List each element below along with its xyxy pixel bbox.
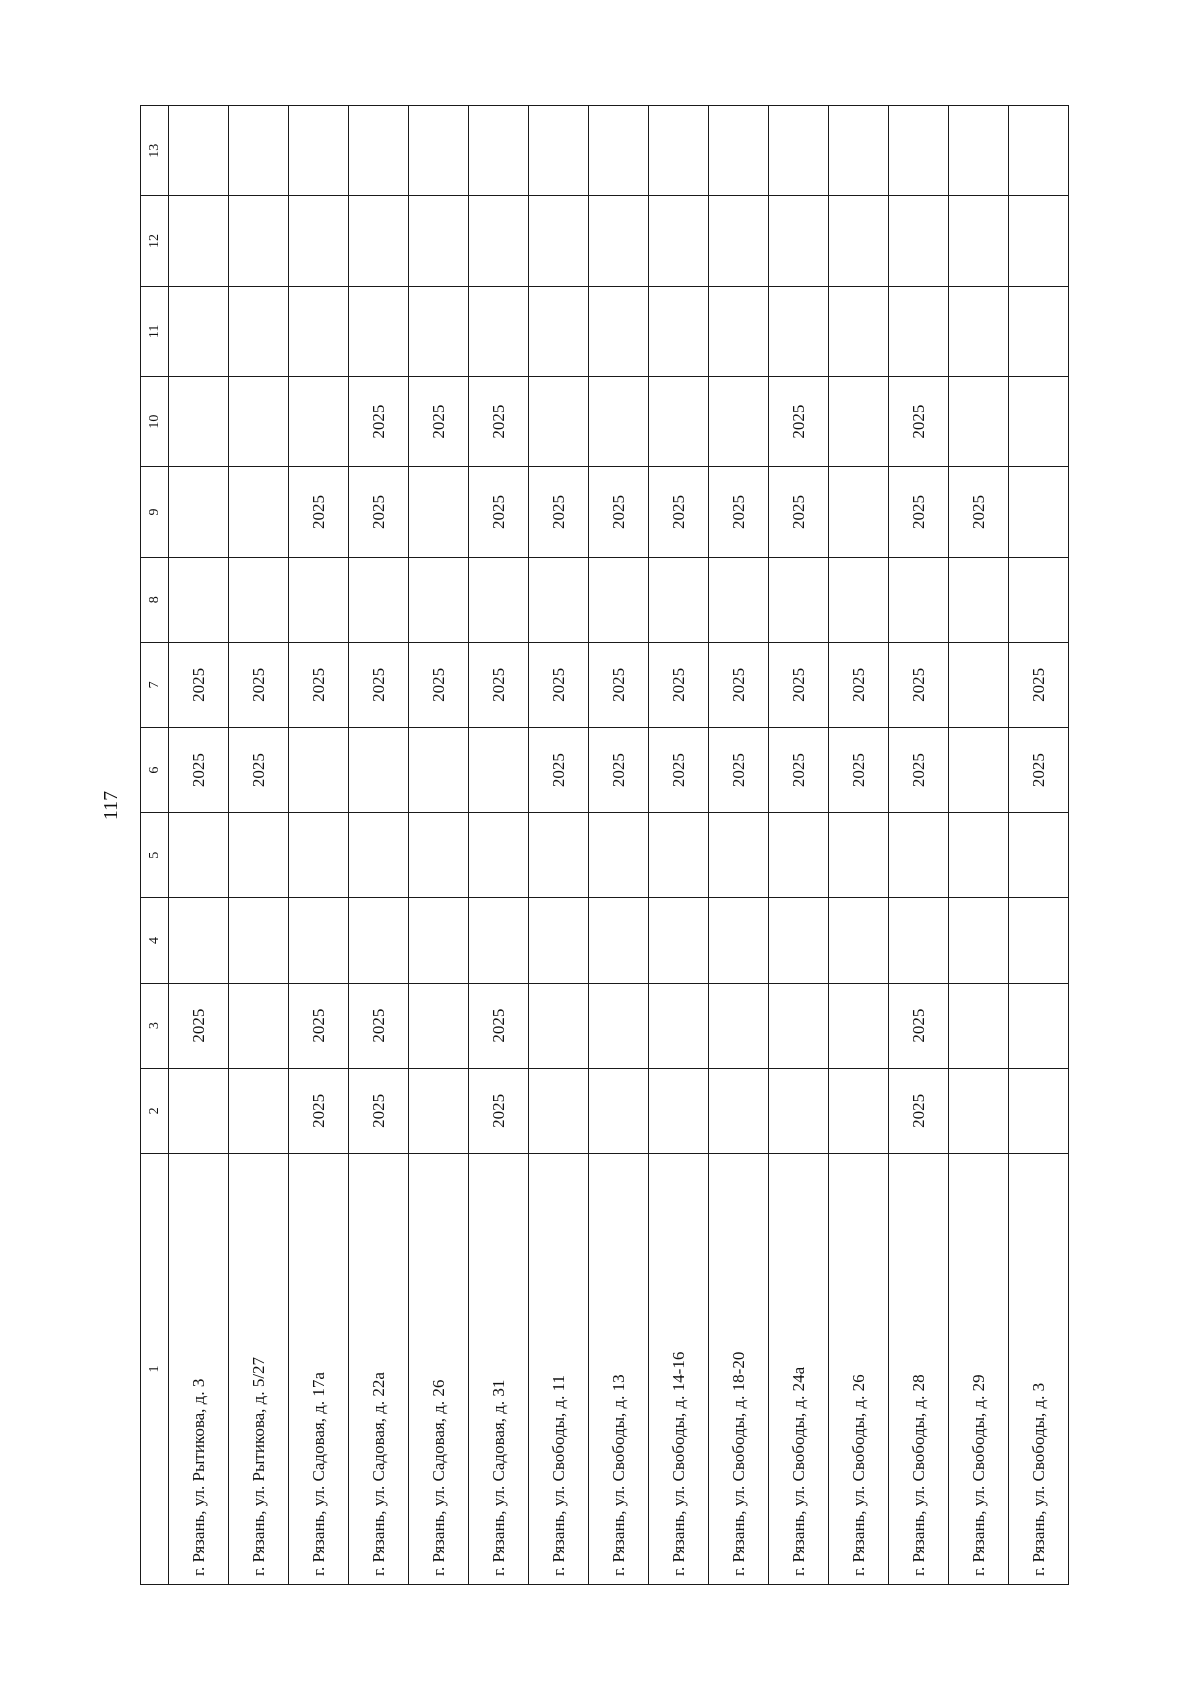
year-cell-col-2: 2025 xyxy=(289,1068,349,1153)
year-cell-col-2 xyxy=(169,1068,229,1153)
year-cell-col-3 xyxy=(649,983,709,1068)
year-cell-col-5 xyxy=(949,813,1009,898)
year-cell-col-6: 2025 xyxy=(229,728,289,813)
year-cell-col-10 xyxy=(649,377,709,467)
year-cell-col-3: 2025 xyxy=(289,983,349,1068)
address-cell: г. Рязань, ул. Рытикова, д. 3 xyxy=(169,1153,229,1584)
year-cell-col-2 xyxy=(229,1068,289,1153)
year-cell-col-5 xyxy=(289,813,349,898)
year-cell-col-7: 2025 xyxy=(529,642,589,727)
year-cell-col-12 xyxy=(229,196,289,286)
year-cell-col-3 xyxy=(229,983,289,1068)
table-row xyxy=(349,106,409,1585)
year-cell-col-12 xyxy=(769,196,829,286)
year-cell-col-6: 2025 xyxy=(589,728,649,813)
table-row xyxy=(289,106,349,1585)
year-cell-col-4 xyxy=(589,898,649,983)
year-cell-col-9: 2025 xyxy=(949,467,1009,557)
year-cell-col-5 xyxy=(169,813,229,898)
address-cell: г. Рязань, ул. Свободы, д. 13 xyxy=(589,1153,649,1584)
year-cell-col-4 xyxy=(709,898,769,983)
column-header-11: 11 xyxy=(141,286,169,376)
year-cell-col-7: 2025 xyxy=(649,642,709,727)
year-cell-col-2: 2025 xyxy=(469,1068,529,1153)
year-cell-col-5 xyxy=(1009,813,1069,898)
year-cell-col-12 xyxy=(289,196,349,286)
year-cell-col-7: 2025 xyxy=(349,642,409,727)
year-cell-col-2 xyxy=(769,1068,829,1153)
address-cell: г. Рязань, ул. Свободы, д. 26 xyxy=(829,1153,889,1584)
column-header-10: 10 xyxy=(141,377,169,467)
column-header-7: 7 xyxy=(141,642,169,727)
year-cell-col-6 xyxy=(409,728,469,813)
column-header-2: 2 xyxy=(141,1068,169,1153)
year-cell-col-10: 2025 xyxy=(409,377,469,467)
year-cell-col-5 xyxy=(469,813,529,898)
year-cell-col-10 xyxy=(949,377,1009,467)
table-row xyxy=(229,106,289,1585)
year-cell-col-8 xyxy=(949,557,1009,642)
year-cell-col-6: 2025 xyxy=(769,728,829,813)
year-cell-col-4 xyxy=(949,898,1009,983)
table-row xyxy=(649,106,709,1585)
year-cell-col-2 xyxy=(589,1068,649,1153)
table-row xyxy=(829,106,889,1585)
table-row xyxy=(469,106,529,1585)
year-cell-col-4 xyxy=(529,898,589,983)
year-cell-col-11 xyxy=(829,286,889,376)
year-cell-col-10 xyxy=(169,377,229,467)
column-header-4: 4 xyxy=(141,898,169,983)
year-cell-col-13 xyxy=(409,106,469,196)
year-cell-col-11 xyxy=(649,286,709,376)
year-cell-col-13 xyxy=(949,106,1009,196)
column-header-9: 9 xyxy=(141,467,169,557)
year-cell-col-10 xyxy=(229,377,289,467)
address-cell: г. Рязань, ул. Свободы, д. 3 xyxy=(1009,1153,1069,1584)
year-cell-col-2 xyxy=(1009,1068,1069,1153)
year-cell-col-3 xyxy=(829,983,889,1068)
year-cell-col-6: 2025 xyxy=(889,728,949,813)
year-cell-col-12 xyxy=(709,196,769,286)
table-row xyxy=(709,106,769,1585)
year-cell-col-13 xyxy=(1009,106,1069,196)
year-cell-col-12 xyxy=(889,196,949,286)
year-cell-col-2 xyxy=(529,1068,589,1153)
year-cell-col-4 xyxy=(469,898,529,983)
year-cell-col-9 xyxy=(169,467,229,557)
year-cell-col-13 xyxy=(349,106,409,196)
address-cell: г. Рязань, ул. Свободы, д. 29 xyxy=(949,1153,1009,1584)
year-cell-col-13 xyxy=(169,106,229,196)
year-cell-col-9: 2025 xyxy=(529,467,589,557)
address-cell: г. Рязань, ул. Садовая, д. 31 xyxy=(469,1153,529,1584)
year-cell-col-5 xyxy=(229,813,289,898)
year-cell-col-11 xyxy=(949,286,1009,376)
table-row xyxy=(1009,106,1069,1585)
year-cell-col-4 xyxy=(229,898,289,983)
year-cell-col-13 xyxy=(529,106,589,196)
year-cell-col-4 xyxy=(1009,898,1069,983)
column-header-5: 5 xyxy=(141,813,169,898)
year-cell-col-10 xyxy=(1009,377,1069,467)
year-cell-col-5 xyxy=(409,813,469,898)
register-table-rotated xyxy=(140,105,1048,1585)
year-cell-col-3 xyxy=(949,983,1009,1068)
year-cell-col-9 xyxy=(1009,467,1069,557)
year-cell-col-11 xyxy=(289,286,349,376)
year-cell-col-9: 2025 xyxy=(289,467,349,557)
column-header-13: 13 xyxy=(141,106,169,196)
year-cell-col-13 xyxy=(889,106,949,196)
year-cell-col-12 xyxy=(169,196,229,286)
year-cell-col-7: 2025 xyxy=(229,642,289,727)
year-cell-col-7: 2025 xyxy=(169,642,229,727)
year-cell-col-2 xyxy=(949,1068,1009,1153)
year-cell-col-2 xyxy=(409,1068,469,1153)
table-row xyxy=(409,106,469,1585)
year-cell-col-5 xyxy=(349,813,409,898)
address-cell: г. Рязань, ул. Свободы, д. 24а xyxy=(769,1153,829,1584)
year-cell-col-5 xyxy=(889,813,949,898)
column-header-6: 6 xyxy=(141,728,169,813)
address-cell: г. Рязань, ул. Садовая, д. 22а xyxy=(349,1153,409,1584)
year-cell-col-9: 2025 xyxy=(889,467,949,557)
year-cell-col-3 xyxy=(709,983,769,1068)
year-cell-col-12 xyxy=(829,196,889,286)
year-cell-col-4 xyxy=(649,898,709,983)
header-row xyxy=(141,106,169,1585)
register-table-container xyxy=(140,105,1048,1585)
year-cell-col-6 xyxy=(469,728,529,813)
year-cell-col-13 xyxy=(769,106,829,196)
year-cell-col-8 xyxy=(649,557,709,642)
table-row xyxy=(769,106,829,1585)
address-cell: г. Рязань, ул. Садовая, д. 26 xyxy=(409,1153,469,1584)
year-cell-col-7: 2025 xyxy=(289,642,349,727)
year-cell-col-8 xyxy=(529,557,589,642)
year-cell-col-11 xyxy=(1009,286,1069,376)
year-cell-col-11 xyxy=(709,286,769,376)
year-cell-col-4 xyxy=(409,898,469,983)
address-cell: г. Рязань, ул. Свободы, д. 18-20 xyxy=(709,1153,769,1584)
year-cell-col-12 xyxy=(1009,196,1069,286)
year-cell-col-3: 2025 xyxy=(889,983,949,1068)
year-cell-col-10 xyxy=(529,377,589,467)
year-cell-col-12 xyxy=(349,196,409,286)
year-cell-col-4 xyxy=(889,898,949,983)
year-cell-col-2: 2025 xyxy=(889,1068,949,1153)
year-cell-col-7: 2025 xyxy=(1009,642,1069,727)
year-cell-col-12 xyxy=(589,196,649,286)
address-cell: г. Рязань, ул. Свободы, д. 28 xyxy=(889,1153,949,1584)
year-cell-col-11 xyxy=(889,286,949,376)
year-cell-col-6 xyxy=(289,728,349,813)
year-cell-col-8 xyxy=(469,557,529,642)
year-cell-col-11 xyxy=(769,286,829,376)
year-cell-col-10 xyxy=(709,377,769,467)
year-cell-col-3: 2025 xyxy=(469,983,529,1068)
year-cell-col-9: 2025 xyxy=(589,467,649,557)
year-cell-col-8 xyxy=(169,557,229,642)
year-cell-col-9: 2025 xyxy=(769,467,829,557)
column-header-1: 1 xyxy=(141,1153,169,1584)
year-cell-col-9: 2025 xyxy=(649,467,709,557)
year-cell-col-10: 2025 xyxy=(469,377,529,467)
register-table xyxy=(140,105,1069,1585)
year-cell-col-2 xyxy=(829,1068,889,1153)
year-cell-col-9: 2025 xyxy=(349,467,409,557)
year-cell-col-6: 2025 xyxy=(169,728,229,813)
year-cell-col-10 xyxy=(289,377,349,467)
year-cell-col-8 xyxy=(829,557,889,642)
column-header-3: 3 xyxy=(141,983,169,1068)
year-cell-col-7: 2025 xyxy=(829,642,889,727)
year-cell-col-5 xyxy=(709,813,769,898)
year-cell-col-11 xyxy=(589,286,649,376)
year-cell-col-13 xyxy=(589,106,649,196)
year-cell-col-13 xyxy=(649,106,709,196)
year-cell-col-2 xyxy=(709,1068,769,1153)
year-cell-col-8 xyxy=(769,557,829,642)
year-cell-col-13 xyxy=(289,106,349,196)
year-cell-col-6: 2025 xyxy=(649,728,709,813)
year-cell-col-8 xyxy=(349,557,409,642)
table-row xyxy=(529,106,589,1585)
year-cell-col-5 xyxy=(529,813,589,898)
year-cell-col-3 xyxy=(529,983,589,1068)
year-cell-col-10: 2025 xyxy=(349,377,409,467)
table-header xyxy=(141,106,169,1585)
year-cell-col-8 xyxy=(409,557,469,642)
address-cell: г. Рязань, ул. Рытикова, д. 5/27 xyxy=(229,1153,289,1584)
year-cell-col-8 xyxy=(1009,557,1069,642)
year-cell-col-2 xyxy=(649,1068,709,1153)
year-cell-col-9: 2025 xyxy=(709,467,769,557)
year-cell-col-7: 2025 xyxy=(889,642,949,727)
year-cell-col-9 xyxy=(229,467,289,557)
year-cell-col-3 xyxy=(1009,983,1069,1068)
year-cell-col-4 xyxy=(169,898,229,983)
year-cell-col-4 xyxy=(829,898,889,983)
year-cell-col-7: 2025 xyxy=(709,642,769,727)
year-cell-col-12 xyxy=(649,196,709,286)
year-cell-col-8 xyxy=(709,557,769,642)
year-cell-col-5 xyxy=(649,813,709,898)
address-cell: г. Рязань, ул. Свободы, д. 11 xyxy=(529,1153,589,1584)
year-cell-col-7: 2025 xyxy=(769,642,829,727)
year-cell-col-12 xyxy=(529,196,589,286)
year-cell-col-11 xyxy=(469,286,529,376)
year-cell-col-13 xyxy=(469,106,529,196)
year-cell-col-3: 2025 xyxy=(349,983,409,1068)
year-cell-col-13 xyxy=(829,106,889,196)
year-cell-col-13 xyxy=(709,106,769,196)
column-header-12: 12 xyxy=(141,196,169,286)
year-cell-col-11 xyxy=(409,286,469,376)
year-cell-col-12 xyxy=(469,196,529,286)
year-cell-col-12 xyxy=(409,196,469,286)
year-cell-col-3 xyxy=(409,983,469,1068)
year-cell-col-5 xyxy=(829,813,889,898)
page-number xyxy=(100,775,124,835)
year-cell-col-7 xyxy=(949,642,1009,727)
year-cell-col-10: 2025 xyxy=(889,377,949,467)
year-cell-col-7: 2025 xyxy=(469,642,529,727)
table-row xyxy=(949,106,1009,1585)
year-cell-col-6: 2025 xyxy=(709,728,769,813)
year-cell-col-11 xyxy=(169,286,229,376)
table-row xyxy=(589,106,649,1585)
year-cell-col-11 xyxy=(349,286,409,376)
year-cell-col-5 xyxy=(589,813,649,898)
year-cell-col-6 xyxy=(949,728,1009,813)
year-cell-col-4 xyxy=(769,898,829,983)
year-cell-col-13 xyxy=(229,106,289,196)
year-cell-col-11 xyxy=(529,286,589,376)
year-cell-col-9: 2025 xyxy=(469,467,529,557)
year-cell-col-4 xyxy=(349,898,409,983)
year-cell-col-9 xyxy=(409,467,469,557)
year-cell-col-7: 2025 xyxy=(409,642,469,727)
year-cell-col-8 xyxy=(289,557,349,642)
year-cell-col-4 xyxy=(289,898,349,983)
year-cell-col-10: 2025 xyxy=(769,377,829,467)
address-cell: г. Рязань, ул. Садовая, д. 17а xyxy=(289,1153,349,1584)
year-cell-col-6: 2025 xyxy=(829,728,889,813)
year-cell-col-6: 2025 xyxy=(1009,728,1069,813)
year-cell-col-6: 2025 xyxy=(529,728,589,813)
year-cell-col-8 xyxy=(589,557,649,642)
table-row xyxy=(169,106,229,1585)
year-cell-col-8 xyxy=(229,557,289,642)
address-cell: г. Рязань, ул. Свободы, д. 14-16 xyxy=(649,1153,709,1584)
year-cell-col-10 xyxy=(589,377,649,467)
year-cell-col-3 xyxy=(589,983,649,1068)
page-number-text: 117 xyxy=(100,790,123,820)
year-cell-col-9 xyxy=(829,467,889,557)
year-cell-col-3: 2025 xyxy=(169,983,229,1068)
year-cell-col-7: 2025 xyxy=(589,642,649,727)
table-row xyxy=(889,106,949,1585)
year-cell-col-10 xyxy=(829,377,889,467)
column-header-8: 8 xyxy=(141,557,169,642)
year-cell-col-8 xyxy=(889,557,949,642)
year-cell-col-3 xyxy=(769,983,829,1068)
table-body xyxy=(169,106,1069,1585)
year-cell-col-5 xyxy=(769,813,829,898)
year-cell-col-12 xyxy=(949,196,1009,286)
year-cell-col-11 xyxy=(229,286,289,376)
year-cell-col-2: 2025 xyxy=(349,1068,409,1153)
year-cell-col-6 xyxy=(349,728,409,813)
